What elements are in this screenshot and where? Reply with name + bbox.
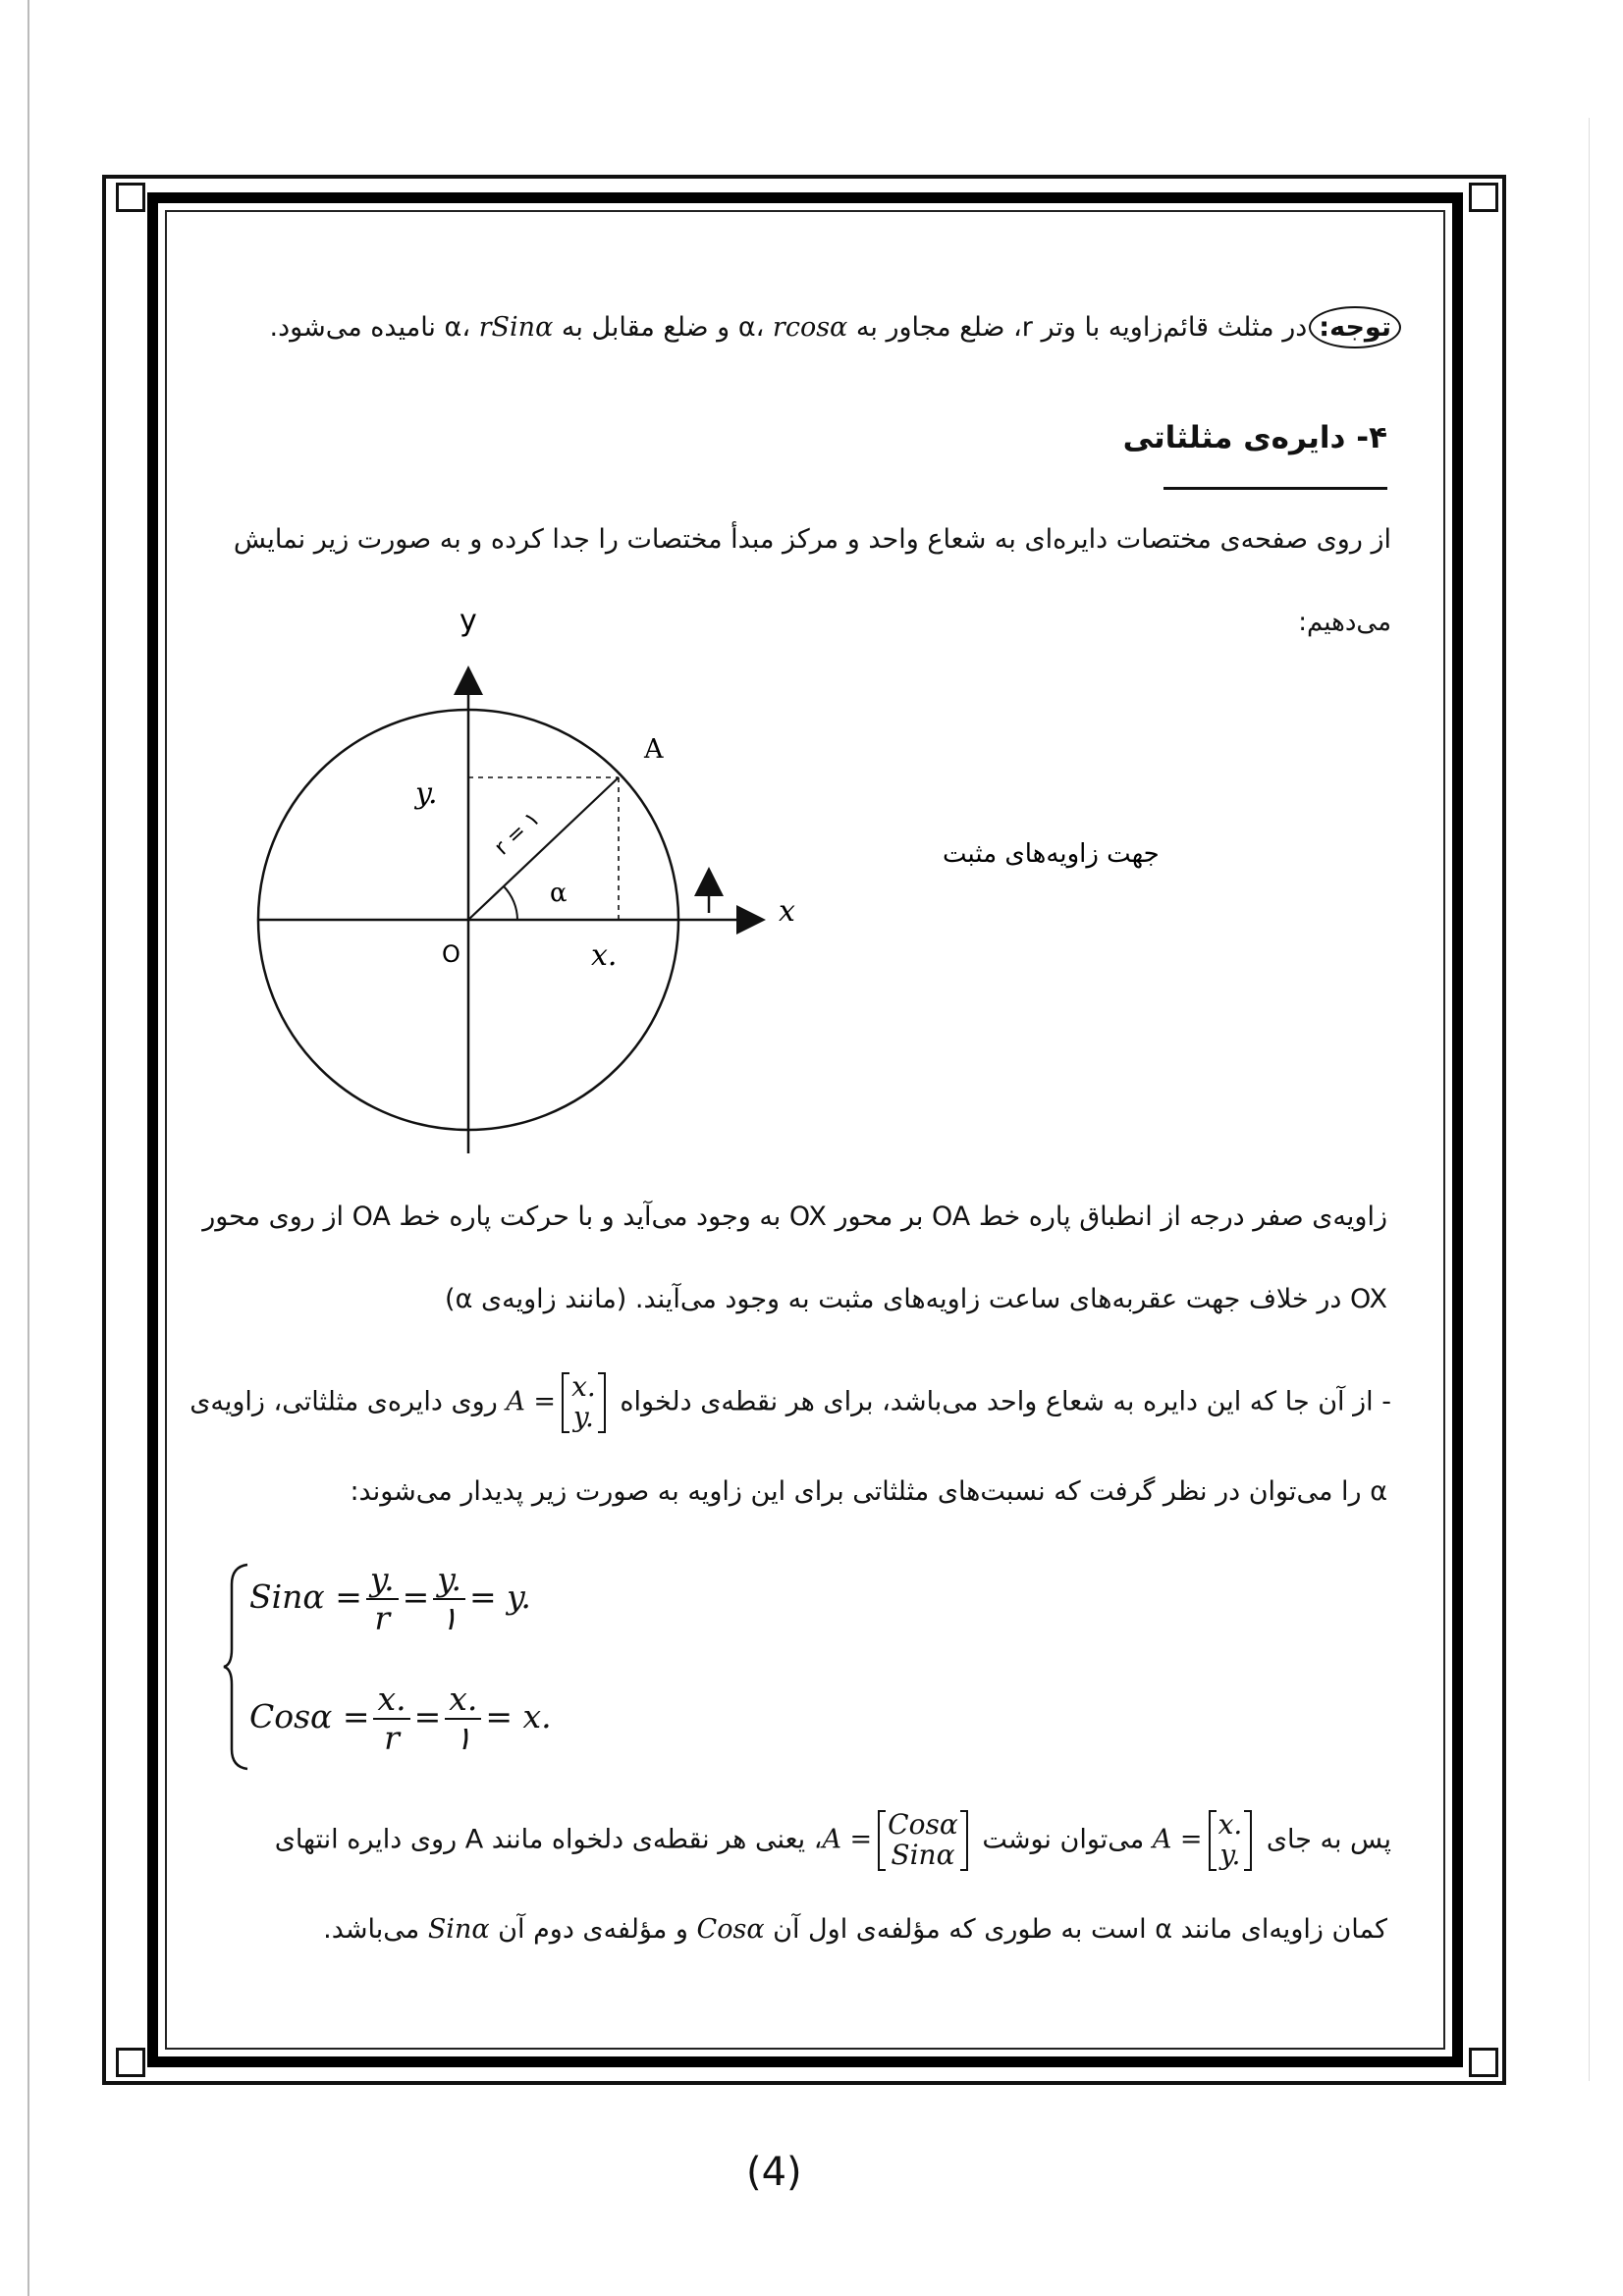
matrix2-bottom: Sinα xyxy=(891,1838,955,1871)
cos-frac1-den: r xyxy=(384,1718,400,1757)
conclusion-expr-2 xyxy=(822,1810,973,1871)
section-title: ۴- دایره‌ی مثلثاتی xyxy=(1122,420,1387,455)
cos-frac2-num: x. xyxy=(445,1681,481,1720)
conclusion-line2-a: کمان زاویه‌ای مانند α است به طوری که مؤلفه‌ی اول آن xyxy=(764,1914,1387,1945)
radius-label: r = ۱ xyxy=(490,806,546,861)
conclusion-matrix-1 xyxy=(1209,1810,1253,1871)
conclusion-line-1 xyxy=(275,1810,1391,1871)
note-line xyxy=(270,306,1401,348)
conclusion-line2-sin: Sinα xyxy=(427,1914,490,1945)
cos-lhs: Cosα = xyxy=(249,1696,370,1735)
paragraph2-point-expr xyxy=(506,1372,611,1433)
paragraph2-point-eq: A = xyxy=(506,1386,557,1417)
cos-fraction-1 xyxy=(373,1681,409,1757)
x-coordinate-label: x. xyxy=(591,938,618,973)
x-axis-label: x xyxy=(779,894,795,929)
sin-frac1-num: y. xyxy=(366,1561,399,1600)
y-axis-label: y xyxy=(460,604,477,638)
y-coordinate-label: y. xyxy=(415,776,438,811)
conclusion-eq-2: A = xyxy=(822,1824,873,1855)
frame-corner-bottom-right xyxy=(1469,2048,1498,2077)
sin-frac2-num: y. xyxy=(433,1561,465,1600)
paragraph1-line-2: OX در خلاف جهت عقربه‌های ساعت زاویه‌های مثبت به وجود می‌آیند. (مانند زاویه‌ی α) xyxy=(445,1284,1387,1314)
sin-fraction-2 xyxy=(433,1561,465,1637)
conclusion-line2-b: و مؤلفه‌ی دوم آن xyxy=(489,1914,697,1945)
paragraph2-text-a: - از آن جا که این دایره به شعاع واحد می‌باشد، برای هر نقطه‌ی دلخواه xyxy=(611,1386,1391,1417)
matrix1-bottom: y. xyxy=(1219,1838,1241,1871)
note-label: توجه: xyxy=(1309,306,1401,348)
matrix2-top: Cosα xyxy=(888,1808,958,1841)
sin-fraction-1 xyxy=(366,1561,399,1637)
conclusion-text-a: پس به جای xyxy=(1258,1824,1391,1855)
cos-frac2-den: ۱ xyxy=(454,1718,472,1757)
frame-corner-top-right xyxy=(1469,183,1498,212)
note-expr-adjacent: rcosα xyxy=(772,312,848,343)
matrix1-top: x. xyxy=(1217,1808,1243,1841)
paragraph2-line-1 xyxy=(189,1372,1391,1433)
section-title-underline xyxy=(1163,487,1387,490)
matrix-top: x. xyxy=(571,1370,596,1403)
matrix-bottom: y. xyxy=(572,1400,594,1433)
radius-oa xyxy=(468,777,619,920)
point-a-label: A xyxy=(644,734,664,765)
sin-frac2-den: ۱ xyxy=(440,1598,459,1637)
conclusion-expr-1 xyxy=(1153,1810,1258,1871)
cos-fraction-2 xyxy=(445,1681,481,1757)
positive-direction-label: جهت زاویه‌های مثبت xyxy=(943,839,1160,869)
note-text-a: در مثلث قائم‌زاویه با وتر r، ضلع مجاور به α، xyxy=(737,312,1308,343)
paragraph2-point-matrix xyxy=(562,1372,606,1433)
angle-arc xyxy=(504,886,517,920)
unit-circle-diagram xyxy=(245,589,1160,1178)
paragraph1-line-1: زاویه‌ی صفر درجه از انطباق پاره خط OA بر محور OX به وجود می‌آید و با حرکت پاره خط OA از روی محور xyxy=(202,1201,1387,1232)
scan-margin-left xyxy=(27,0,29,2296)
sin-rhs: = y. xyxy=(469,1576,531,1616)
note-text-c: نامیده می‌شود. xyxy=(269,312,445,343)
frame-corner-top-left xyxy=(116,183,145,212)
intro-line-1: از روی صفحه‌ی مختصات دایره‌ای به شعاع واحد و مرکز مبدأ مختصات را جدا کرده و به صورت زیر نمایش xyxy=(233,524,1391,555)
cos-frac1-num: x. xyxy=(373,1681,409,1720)
cos-formula: Cosα = $\frac{x.}{r}$ = $\frac{x.}{۱}$ = x. xyxy=(249,1680,552,1757)
conclusion-text-c: ، یعنی هر نقطه‌ی دلخواه مانند A روی دایره انتهای xyxy=(274,1824,823,1855)
sin-lhs: Sinα = xyxy=(249,1576,362,1616)
conclusion-line-2 xyxy=(323,1912,1387,1947)
intro-line-2: می‌دهیم: xyxy=(1298,608,1391,637)
frame-corner-bottom-left xyxy=(116,2048,145,2077)
angle-label: α xyxy=(550,879,568,908)
conclusion-line2-cos: Cosα xyxy=(696,1914,765,1945)
sin-formula: Sinα = $\frac{y.}{r}$ = $\frac{y.}{۱}$ = y. xyxy=(249,1560,531,1637)
origin-label: O xyxy=(442,940,460,968)
page-number: (4) xyxy=(746,2150,802,2195)
conclusion-eq-1: A = xyxy=(1152,1824,1203,1855)
paragraph2-text-b: روی دایره‌ی مثلثاتی، زاویه‌ی xyxy=(189,1386,507,1417)
cos-rhs: = x. xyxy=(485,1696,552,1735)
conclusion-matrix-2 xyxy=(878,1810,968,1871)
conclusion-text-b: می‌توان نوشت xyxy=(973,1824,1153,1855)
conclusion-line2-c: می‌باشد. xyxy=(323,1914,428,1945)
paragraph2-line-2: α را می‌توان در نظر گرفت که نسبت‌های مثلثاتی برای این زاویه به صورت زیر پدیدار می‌شوند: xyxy=(350,1476,1387,1507)
note-expr-opposite: rSinα xyxy=(478,312,554,343)
note-text-b: و ضلع مقابل به α، xyxy=(444,312,738,343)
formula-brace xyxy=(222,1563,251,1771)
scan-margin-right xyxy=(1589,118,1590,2081)
sin-frac1-den: r xyxy=(374,1598,391,1637)
